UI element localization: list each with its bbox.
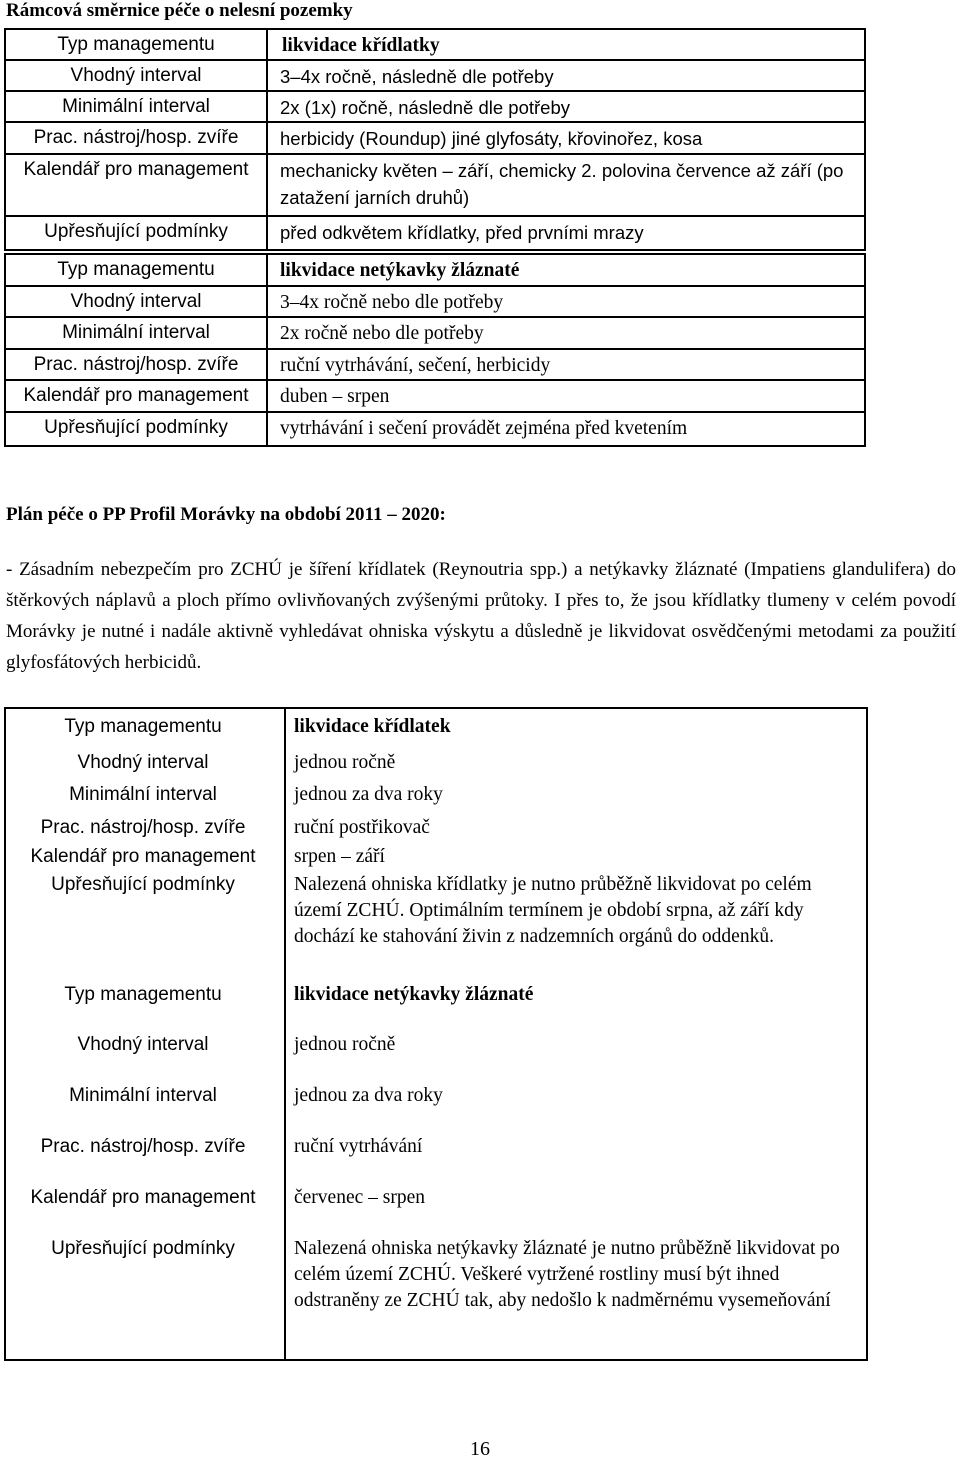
table-row — [6, 155, 864, 217]
row-label: Minimální interval — [6, 92, 268, 121]
row-label: Upřesňující podmínky — [51, 1238, 235, 1259]
row-label: Minimální interval — [69, 784, 217, 805]
row-label: Prac. nástroj/hosp. zvíře — [40, 817, 246, 838]
row-label: Upřesňující podmínky — [51, 874, 235, 895]
row-label: Vhodný interval — [77, 1034, 209, 1055]
row-label: Typ managementu — [64, 984, 222, 1005]
table-row — [6, 287, 864, 318]
table-row — [6, 30, 864, 61]
table-row — [6, 217, 864, 249]
row-value: Nalezená ohniska křídlatky je nutno průběžně likvidovat po celém území ZCHÚ. Optimálním termínem je období srpna, až září kdy dochází ke stahování živin z nadzemních orgánů do oddenků. — [294, 874, 812, 947]
row-value: ruční vytrhávání, sečení, herbicidy — [280, 355, 551, 376]
page-number: 16 — [470, 1438, 490, 1460]
table-row — [6, 350, 864, 381]
row-value: Nalezená ohniska netýkavky žláznaté je nutno průběžně likvidovat po celém území ZCHÚ. Veškeré vytržené rostliny musí být ihned odstraněny ze ZCHÚ tak, aby nedošlo k nadměrnému vysemeňování — [294, 1238, 840, 1311]
table-row — [6, 318, 864, 350]
row-value: likvidace netýkavky žláznaté — [294, 984, 534, 1005]
management-table-netykavka — [4, 253, 866, 447]
row-value: červenec – srpen — [294, 1187, 426, 1208]
row-label: Vhodný interval — [6, 61, 268, 90]
column-divider — [284, 709, 286, 1359]
table-row — [6, 123, 864, 155]
row-value: likvidace křídlatek — [294, 716, 451, 737]
table-row — [6, 381, 864, 413]
row-label: Vhodný interval — [77, 752, 209, 773]
row-label: Kalendář pro management — [6, 155, 268, 215]
row-value: jednou ročně — [294, 1034, 396, 1055]
management-table-kridlatka — [4, 28, 866, 251]
row-value: jednou za dva roky — [294, 1085, 443, 1106]
row-label: Upřesňující podmínky — [6, 413, 268, 445]
row-label: Kalendář pro management — [30, 1187, 256, 1208]
row-value: likvidace křídlatky — [282, 35, 440, 56]
row-label: Prac. nástroj/hosp. zvíře — [6, 123, 268, 153]
row-value: 3–4x ročně, následně dle potřeby — [280, 66, 554, 87]
row-value: mechanicky květen – září, chemicky 2. polovina července až září (po zatažení jarních druhů) — [280, 160, 844, 208]
row-value: ruční vytrhávání — [294, 1136, 423, 1157]
row-label: Vhodný interval — [6, 287, 268, 316]
table-row — [6, 255, 864, 287]
row-label: Typ managementu — [6, 255, 268, 285]
row-value: jednou za dva roky — [294, 784, 443, 805]
management-table-plan — [4, 707, 868, 1361]
table-row — [6, 61, 864, 92]
row-value: 2x (1x) ročně, následně dle potřeby — [280, 97, 571, 118]
row-value: ruční postřikovač — [294, 817, 430, 838]
row-value: 3–4x ročně nebo dle potřeby — [280, 292, 504, 313]
row-label: Typ managementu — [6, 30, 268, 59]
row-label: Typ managementu — [64, 716, 222, 737]
row-label: Prac. nástroj/hosp. zvíře — [40, 1136, 246, 1157]
row-value: 2x ročně nebo dle potřeby — [280, 323, 484, 344]
document-title: Rámcová směrnice péče o nelesní pozemky — [6, 0, 353, 21]
row-value: vytrhávání i sečení provádět zejména před kvetením — [280, 418, 688, 439]
row-value: srpen – září — [294, 846, 385, 867]
row-label: Prac. nástroj/hosp. zvíře — [6, 350, 268, 379]
row-label: Upřesňující podmínky — [6, 217, 268, 249]
row-value: duben – srpen — [280, 386, 390, 407]
plan-paragraph: - Zásadním nebezpečím pro ZCHÚ je šíření křídlatek (Reynoutria spp.) a netýkavky žláznaté (Impatiens glandulifera) do štěrkových náplavů a ploch přímo ovlivňovaných zvýšenými průtoky. I přes to, že jsou křídlatky tlumeny v celém povodí Morávky je nutné i nadále aktivně vyhledávat ohniska výskytu a důsledně je likvidovat osvědčenými metodami za použití glyfosfátových herbicidů. — [6, 559, 956, 673]
row-label: Minimální interval — [69, 1085, 217, 1106]
row-value: herbicidy (Roundup) jiné glyfosáty, křovinořez, kosa — [280, 128, 703, 149]
plan-heading: Plán péče o PP Profil Morávky na období 2011 – 2020: — [6, 504, 446, 525]
row-value: likvidace netýkavky žláznaté — [280, 260, 520, 281]
row-value: před odkvětem křídlatky, před prvními mrazy — [280, 222, 644, 243]
table-row — [6, 413, 864, 445]
row-label: Minimální interval — [6, 318, 268, 348]
table-row — [6, 92, 864, 123]
row-value: jednou ročně — [294, 752, 396, 773]
row-label: Kalendář pro management — [30, 846, 256, 867]
row-label: Kalendář pro management — [6, 381, 268, 411]
